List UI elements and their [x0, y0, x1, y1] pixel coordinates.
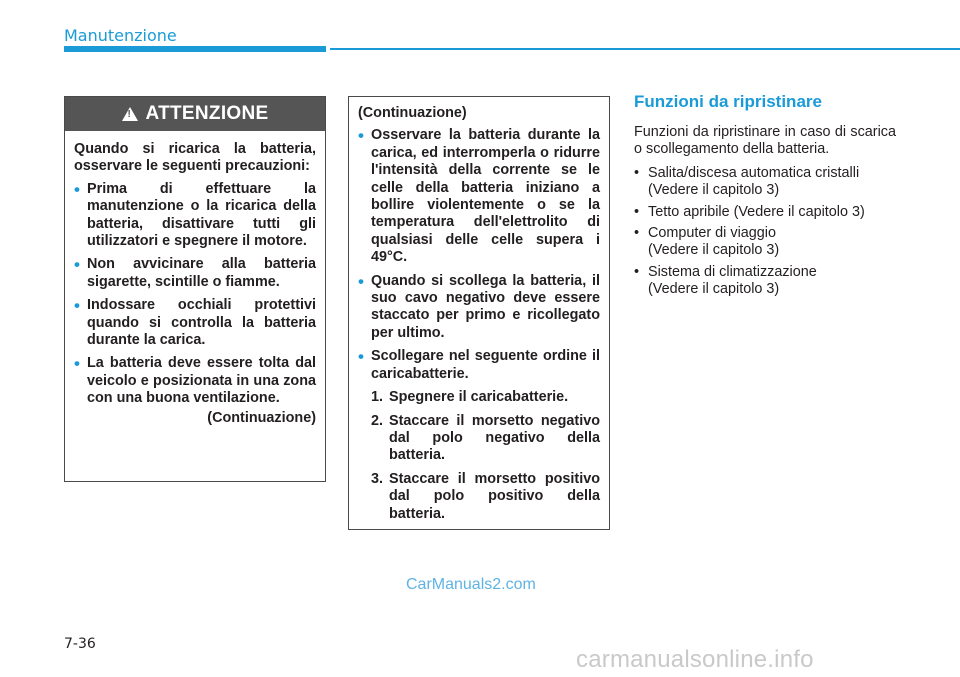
continued-item: • Quando si scollega la batteria, il suo cavo negativo deve essere staccato per primo e ricollegato per ultimo. — [358, 273, 600, 343]
section-title: Manutenzione — [64, 26, 177, 45]
warning-title: ATTENZIONE — [145, 103, 269, 124]
warning-item: • Indossare occhiali protettivi quando si controlla la batteria durante la carica. — [74, 297, 316, 349]
continued-list — [358, 127, 600, 383]
warning-intro: Quando si ricarica la batteria, osservare le seguenti precauzioni: — [74, 141, 316, 175]
continued-item: • Scollegare nel seguente ordine il caricabatterie. — [358, 348, 600, 383]
reset-list — [634, 165, 896, 299]
watermark-link[interactable]: CarManuals2.com — [406, 576, 536, 593]
continued-label: (Continuazione) — [207, 409, 316, 426]
header-rule-thin — [330, 48, 960, 50]
reset-section — [634, 92, 896, 303]
warning-item: • Prima di effettuare la manutenzione o la ricarica della batteria, disattivare tutti gli utilizzatori e spegnere il motore. — [74, 181, 316, 251]
header-rule-thick — [64, 46, 326, 52]
warning-item: • La batteria deve essere tolta dal veicolo e posizionata in una zona con una buona ventilazione. — [74, 355, 316, 407]
steps-list — [358, 389, 600, 523]
step-item: 1. Spegnere il caricabatterie. — [371, 389, 569, 406]
continued-heading: (Continuazione) — [358, 105, 467, 121]
page-number: 7-36 — [64, 636, 96, 652]
bottom-watermark: carmanualsonline.info — [576, 646, 814, 673]
warning-triangle-icon — [122, 107, 138, 121]
reset-item: • Tetto apribile (Vedere il capitolo 3) — [634, 204, 896, 221]
warning-box-header — [65, 97, 325, 131]
reset-title: Funzioni da ripristinare — [634, 92, 822, 111]
reset-item: • Sistema di climatizzazione (Vedere il capitolo 3) — [634, 264, 896, 299]
step-item: 3. Staccare il morsetto positivo dal polo positivo della batteria. — [371, 470, 600, 522]
step-item: 2. Staccare il morsetto negativo dal polo negativo della batteria. — [371, 412, 600, 464]
warning-box-body — [65, 131, 325, 435]
reset-item: • Salita/discesa automatica cristalli (Vedere il capitolo 3) — [634, 165, 896, 200]
continued-box — [348, 96, 610, 530]
reset-item: • Computer di viaggio (Vedere il capitolo 3) — [634, 225, 896, 260]
reset-intro: Funzioni da ripristinare in caso di scarica o scollegamento della batteria. — [634, 124, 896, 158]
warning-box — [64, 96, 326, 482]
continued-item: • Osservare la batteria durante la carica, ed interromperla o ridurre l'intensità della corrente se le celle della batteria iniziano a bollire violentemente o se la temperatura dell'elettrolito di qualsiasi delle celle supera i 49°C. — [358, 127, 600, 266]
warning-item: • Non avvicinare alla batteria sigarette, scintille o fiamme. — [74, 256, 316, 291]
warning-list — [74, 181, 316, 408]
continued-box-body — [349, 97, 609, 537]
